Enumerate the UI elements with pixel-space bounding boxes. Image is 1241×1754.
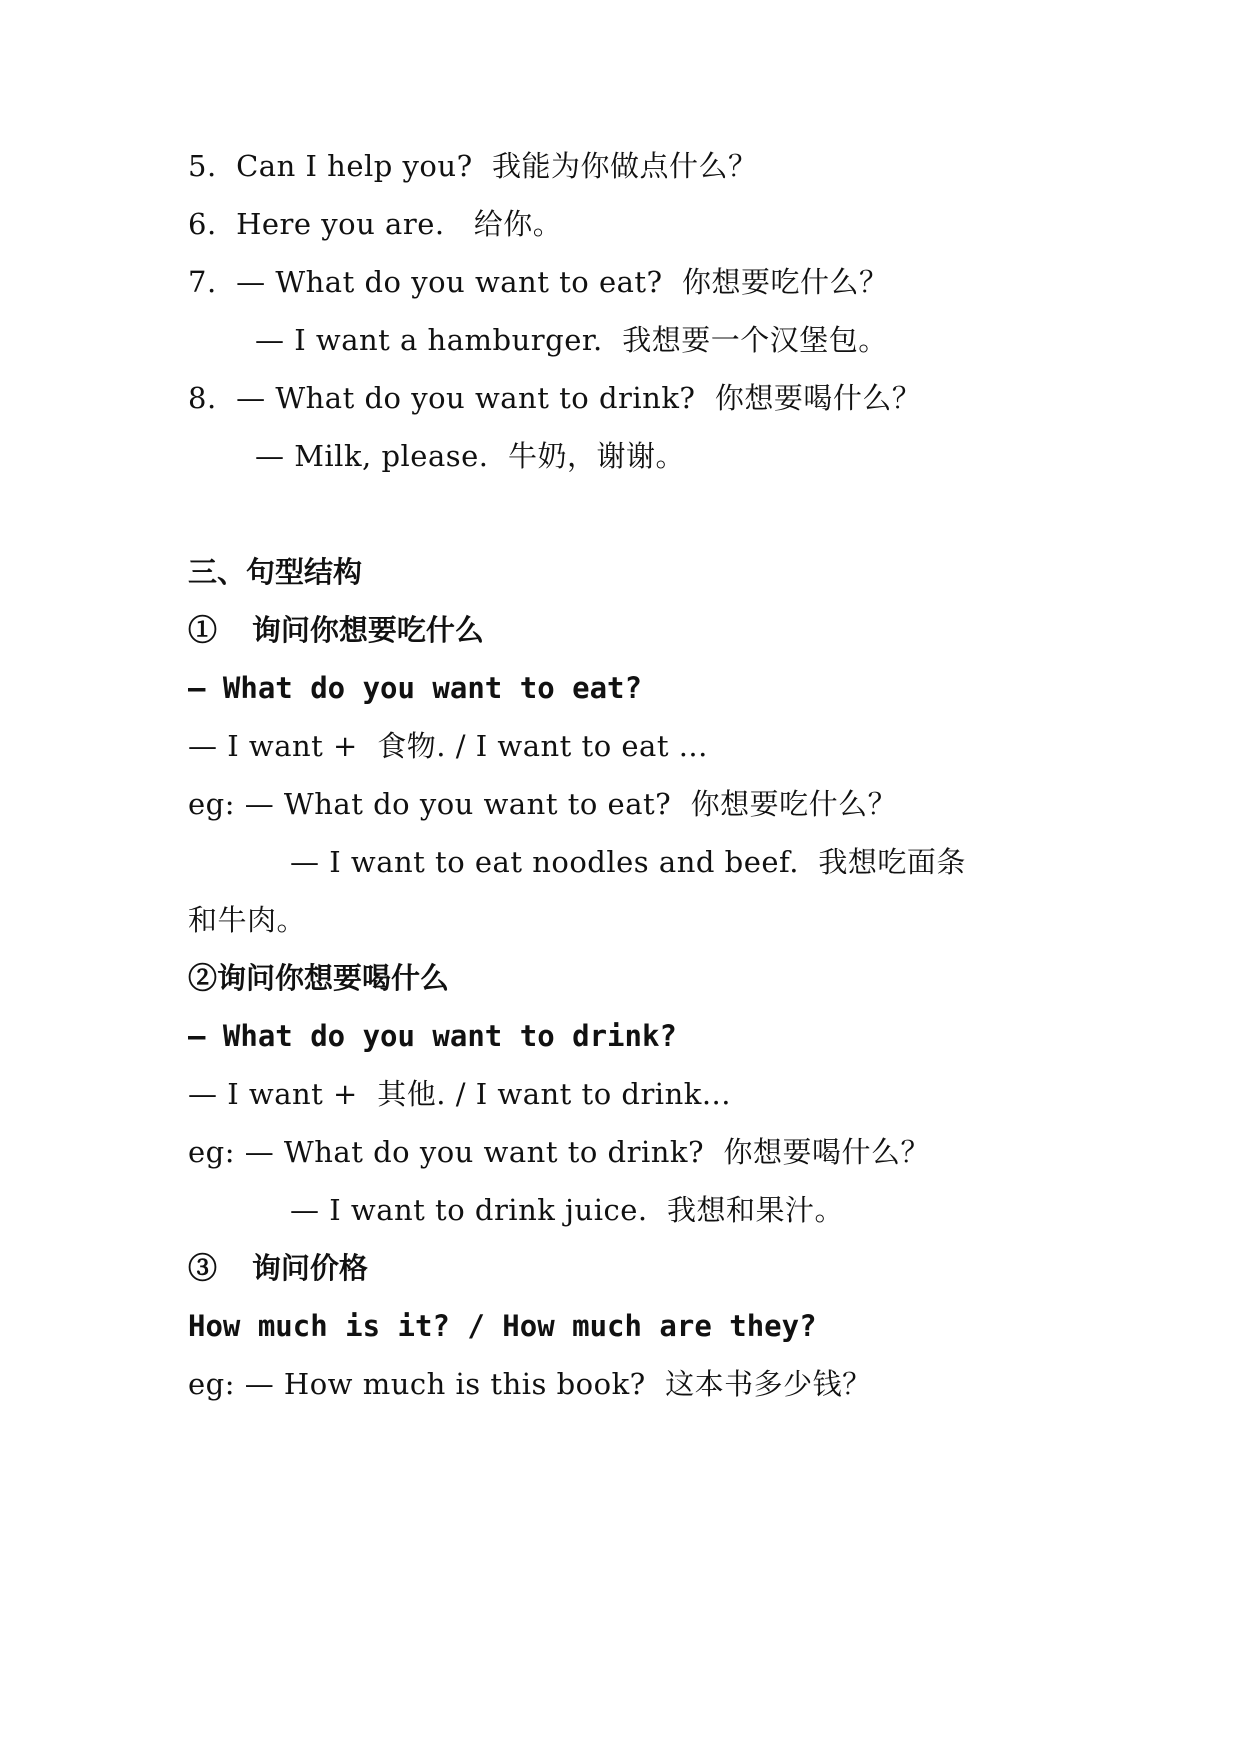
pattern-question-drink: — What do you want to drink? bbox=[188, 1019, 677, 1053]
example-question-price: eg: — How much is this book? 这本书多少钱？ bbox=[188, 1367, 872, 1401]
text-line-8: 8. — What do you want to drink? 你想要喝什么？ bbox=[188, 381, 922, 415]
subheading-price: ③ 询问价格 bbox=[188, 1251, 368, 1285]
pattern-question-price: How much is it? / How much are they? bbox=[188, 1309, 817, 1343]
example-answer-drink: — I want to drink juice. 我想和果汁。 bbox=[290, 1193, 845, 1227]
subheading-drink: ②询问你想要喝什么 bbox=[188, 961, 450, 995]
example-question-drink: eg: — What do you want to drink? 你想要喝什么？ bbox=[188, 1135, 930, 1169]
pattern-question-eat: — What do you want to eat? bbox=[188, 671, 642, 705]
example-answer-eat-continued: 和牛肉。 bbox=[188, 903, 307, 937]
text-line-7: 7. — What do you want to eat? 你想要吃什么？ bbox=[188, 265, 889, 299]
example-question-eat: eg: — What do you want to eat? 你想要吃什么？ bbox=[188, 787, 898, 821]
text-line-8-answer: — Milk, please. 牛奶，谢谢。 bbox=[255, 439, 685, 473]
pattern-answer-eat: — I want + 食物. / I want to eat ... bbox=[188, 729, 708, 763]
pattern-answer-drink: — I want + 其他. / I want to drink... bbox=[188, 1077, 731, 1111]
text-line-7-answer: — I want a hamburger. 我想要一个汉堡包。 bbox=[255, 323, 888, 357]
text-line-5: 5. Can I help you? 我能为你做点什么？ bbox=[188, 149, 758, 183]
example-answer-eat: — I want to eat noodles and beef. 我想吃面条 bbox=[290, 845, 966, 879]
section-heading: 三、句型结构 bbox=[188, 555, 363, 589]
text-line-6: 6. Here you are. 给你。 bbox=[188, 207, 563, 241]
subheading-eat: ① 询问你想要吃什么 bbox=[188, 613, 484, 647]
